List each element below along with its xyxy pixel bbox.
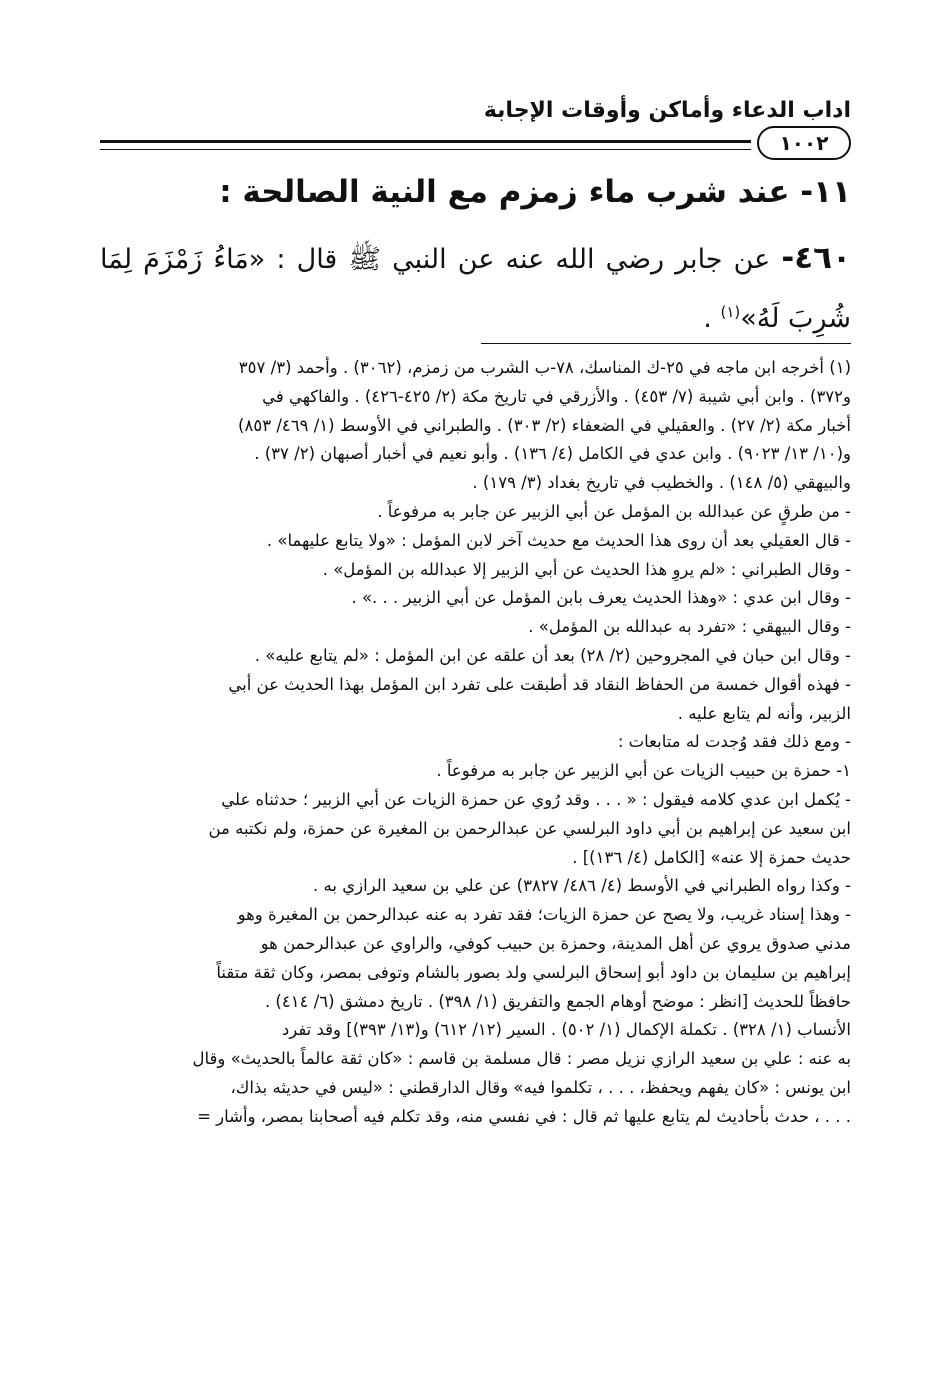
footnote-line: مدني صدوق يروي عن أهل المدينة، وحمزة بن حبيب كوفي، والراوي عن عبدالرحمن هو xyxy=(260,933,851,953)
footnote-line: - وقال ابن حبان في المجروحين (٢/ ٢٨) بعد أن علقه عن ابن المؤمل : «لم يتابع عليه» . xyxy=(254,645,851,665)
footnote-line: - وقال الطبراني : «لم يروِ هذا الحديث عن أبي الزبير إلا عبدالله بن المؤمل» . xyxy=(322,559,851,579)
footnote-line: - وكذا رواه الطبراني في الأوسط (٤/ ٤٨٦/ ٣٨٢٧) عن علي بن سعيد الرازي به . xyxy=(313,876,851,896)
footnote-line: ١- حمزة بن حبيب الزيات عن أبي الزبير عن جابر به مرفوعاً . xyxy=(436,761,851,781)
footnote-line: . . . ، حدث بأحاديث لم يتابع عليها ثم قال : في نفسي منه، وقد تكلم فيه أصحابنا بمصر، وأشار = xyxy=(197,1106,851,1126)
section-heading: ١١- عند شرب ماء زمزم مع النية الصالحة : xyxy=(219,174,851,210)
footnote-line: الزبير، وأنه لم يتابع عليه . xyxy=(677,703,851,723)
footnote-line: - يُكمل ابن عدي كلامه فيقول : « . . . وقد رُوي عن حمزة الزيات عن أبي الزبير ؛ حدثناه علي xyxy=(221,789,851,809)
hadith-text: عن جابر رضي الله عنه عن النبي ﷺ قال : «مَاءُ زَمْزَمَ لِمَا شُرِبَ لَهُ» xyxy=(100,244,851,334)
footnote-line: - وهذا إسناد غريب، ولا يصح عن حمزة الزيات؛ فقد تفرد به عنه عبدالرحمن بن المغيرة وهو xyxy=(237,905,851,925)
footnote-line: الأنساب (١/ ٣٢٨) . تكملة الإكمال (١/ ٥٠٢) . السير (١٢/ ٦١٢) و(١٣/ ٣٩٣)] وقد تفرد xyxy=(281,1020,851,1040)
footnote-line: به عنه : علي بن سعيد الرازي نزيل مصر : قال مسلمة بن قاسم : «كان ثقة عالماً بالحديث» وقال xyxy=(192,1049,851,1069)
footnote-line: و٣٧٢) . وابن أبي شيبة (٧/ ٤٥٣) . والأزرقي في تاريخ مكة (٢/ ٤٢٥-٤٢٦) . والفاكهي في xyxy=(262,386,851,406)
footnote-line: - من طرقٍ عن عبدالله بن المؤمل عن أبي الزبير عن جابر به مرفوعاً . xyxy=(377,501,851,521)
footnote-line: ابن يونس : «كان يفهم ويحفظ، . . . ، تكلموا فيه» وقال الدارقطني : «ليس في حديثه بذاك، xyxy=(230,1077,851,1097)
footnote-line: ابن سعيد عن إبراهيم بن أبي داود البرلسي عن عبدالرحمن بن المغيرة عن حمزة، ولم نكتبه من xyxy=(208,818,851,838)
hadith-end: . xyxy=(703,303,721,334)
footnote-line: - فهذه أقوال خمسة من الحفاظ النقاد قد أطبقت على تفرد ابن المؤمل بهذا الحديث عن أبي xyxy=(228,674,851,694)
footnote-line: - ومع ذلك فقد وُجدت له متابعات : xyxy=(617,732,851,752)
footnote-line: والبيهقي (٥/ ١٤٨) . والخطيب في تاريخ بغداد (٣/ ١٧٩) . xyxy=(472,473,851,493)
footnote-line: - وقال البيهقي : «تفرد به عبدالله بن المؤمل» . xyxy=(528,617,851,637)
footnote-line: (١) أخرجه ابن ماجه في ٢٥-ك المناسك، ٧٨-ب الشرب من زمزم، (٣٠٦٢) . وأحمد (٣/ ٣٥٧ xyxy=(238,358,851,377)
footnote-line: - وقال ابن عدي : «وهذا الحديث يعرف بابن المؤمل عن أبي الزبير . . .» . xyxy=(351,588,851,608)
footnote-reference: (١) xyxy=(720,303,741,321)
footnote-line: حافظاً للحديث [انظر : موضح أوهام الجمع والتفريق (١/ ٣٩٨) . تاريخ دمشق (٦/ ٤١٤) . xyxy=(264,991,851,1011)
page-number: ١٠٠٢ xyxy=(757,126,851,160)
footnotes xyxy=(98,354,851,1132)
footnote-separator xyxy=(481,343,851,344)
header-rule xyxy=(100,140,751,150)
footnote-line: و(١٠/ ١٣/ ٩٠٢٣) . وابن عدي في الكامل (٤/ ١٣٦) . وأبو نعيم في أخبار أصبهان (٢/ ٣٧) . xyxy=(254,444,851,464)
footnote-line: حديث حمزة إلا عنه» [الكامل (٤/ ١٣٦)] . xyxy=(572,847,851,867)
footnote-line: - قال العقيلي بعد أن روى هذا الحديث مع حديث آخر لابن المؤمل : «ولا يتابع عليهما» . xyxy=(266,530,851,550)
hadith-paragraph xyxy=(100,232,851,345)
hadith-number: ٤٦٠- xyxy=(781,240,851,276)
running-title: اداب الدعاء وأماكن وأوقات الإجابة xyxy=(483,98,851,123)
footnote-line: إبراهيم بن سليمان بن داود أبو إسحاق البرلسي ولد بصور بالشام وتوفى بمصر، وكان ثقة متقناً xyxy=(216,962,851,982)
footnote-line: أخبار مكة (٢/ ٢٧) . والعقيلي في الضعفاء (٢/ ٣٠٣) . والطبراني في الأوسط (١/ ٤٦٩/ ٨٥٣) xyxy=(238,415,851,435)
